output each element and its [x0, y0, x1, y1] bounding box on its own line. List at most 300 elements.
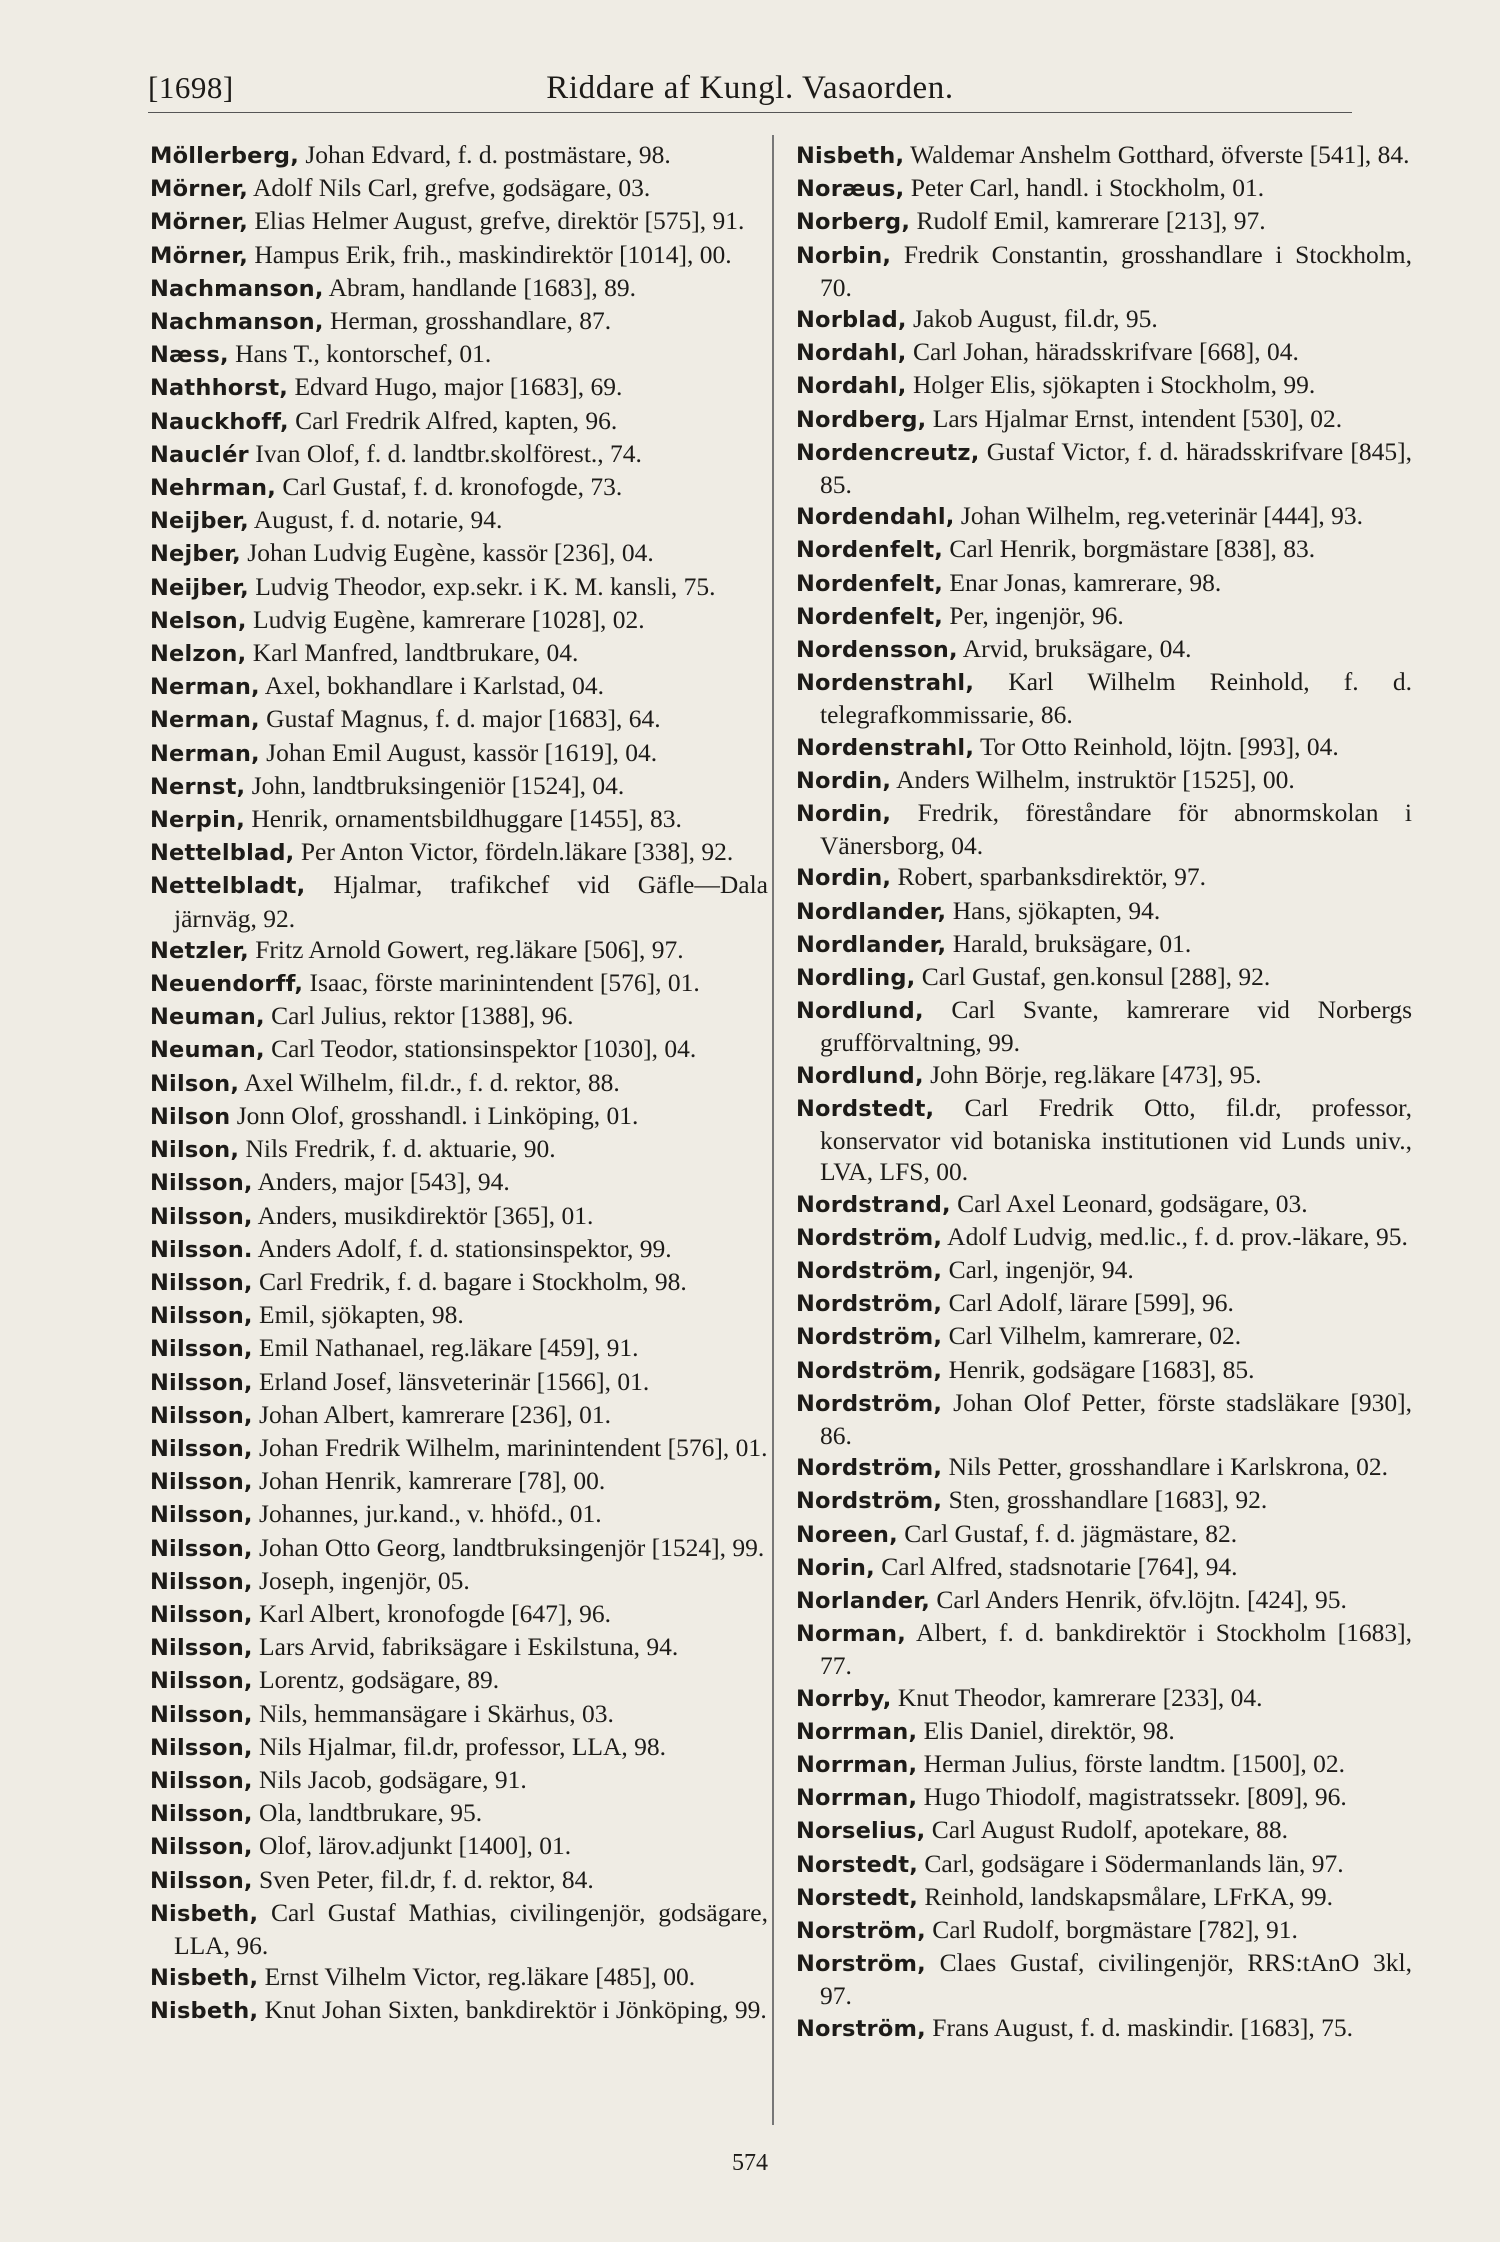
register-entry	[150, 1067, 768, 1100]
entry-details: Carl Fredrik, f. d. bagare i Stockholm, 98.	[259, 1266, 687, 1296]
entry-surname: Nerman,	[150, 740, 260, 767]
entry-surname: Nettelblad,	[150, 840, 295, 867]
entry-details: Johan Wilhelm, reg.veterinär [444], 93.	[960, 501, 1364, 531]
entry-details: Hans T., kontorschef, 01.	[235, 339, 492, 369]
register-entry	[150, 571, 768, 604]
entry-details: Johan Emil August, kassör [1619], 04.	[266, 737, 658, 767]
entry-surname: Neijber,	[150, 574, 249, 601]
entry-surname: Norstedt,	[796, 1851, 919, 1878]
register-entry	[150, 1100, 768, 1133]
entry-surname: Nilsson,	[150, 1568, 253, 1595]
register-entry	[796, 600, 1412, 633]
entry-details: Reinhold, landskapsmålare, LFrKA, 99.	[924, 1881, 1334, 1911]
register-entry	[150, 1299, 768, 1332]
entry-details: Henrik, godsägare [1683], 85.	[948, 1354, 1255, 1384]
entry-details: Axel Wilhelm, fil.dr., f. d. rektor, 88.	[244, 1067, 620, 1097]
page-number: 574	[732, 2150, 768, 2176]
entry-details: Waldemar Anshelm Gotthard, öfverste [541], 84.	[910, 140, 1410, 169]
entry-details: Lars Hjalmar Ernst, intendent [530], 02.	[932, 403, 1343, 433]
register-entry	[796, 205, 1412, 238]
entry-details: Carl Gustaf, f. d. kronofogde, 73.	[282, 472, 623, 502]
entry-surname: Nilsson,	[150, 1435, 253, 1462]
entry-surname: Nordling,	[796, 965, 916, 992]
entry-surname: Nilsson,	[150, 1402, 253, 1429]
entry-details: Carl Teodor, stationsinspektor [1030], 04.	[271, 1034, 697, 1064]
register-entry	[150, 537, 768, 570]
entry-surname: Nordenfelt,	[796, 570, 944, 597]
right-column	[796, 139, 1412, 2124]
left-column	[150, 139, 768, 2124]
register-entry	[150, 1664, 768, 1697]
register-entry	[150, 1830, 768, 1863]
entry-details: Ernst Vilhelm Victor, reg.läkare [485], 00.	[264, 1962, 696, 1992]
register-entry	[796, 567, 1412, 600]
entry-details: Fredrik, föreståndare för abnormskolan i Vänersborg, 04.	[820, 798, 1412, 861]
entry-surname: Nilsson,	[150, 1203, 253, 1230]
entry-details: Enar Jonas, kamrerare, 98.	[949, 567, 1222, 597]
register-entry	[150, 139, 768, 172]
register-entry	[150, 272, 768, 305]
register-entry	[150, 1200, 768, 1233]
entry-details: John Börje, reg.läkare [473], 95.	[930, 1059, 1262, 1089]
entry-surname: Nauckhoff,	[150, 408, 289, 435]
entry-details: Carl Svante, kamrerare vid Norbergs grufförvaltning, 99.	[820, 995, 1412, 1058]
register-entry	[796, 1387, 1412, 1451]
entry-details: Holger Elis, sjökapten i Stockholm, 99.	[912, 370, 1316, 400]
entry-surname: Nisbeth,	[150, 1998, 259, 2025]
entry-details: Claes Gustaf, civilingenjör, RRS:tAnO 3kl, 97.	[820, 1948, 1412, 2011]
entry-surname: Nordström,	[796, 1390, 943, 1417]
entry-details: Carl Gustaf Mathias, civilingenjör, godsägare, LLA, 96.	[174, 1897, 768, 1960]
entry-surname: Neuman,	[150, 1037, 265, 1064]
entry-details: Isaac, förste marinintendent [576], 01.	[309, 968, 700, 998]
entry-details: Johan Otto Georg, landtbruksingenjör [1524], 99.	[259, 1532, 765, 1562]
entry-surname: Nordberg,	[796, 406, 927, 433]
entry-details: Carl, ingenjör, 94.	[948, 1254, 1134, 1284]
entry-details: Harald, bruksägare, 01.	[952, 928, 1192, 958]
register-entry	[150, 1432, 768, 1465]
entry-details: Sven Peter, fil.dr, f. d. rektor, 84.	[259, 1864, 594, 1894]
register-entry	[150, 1133, 768, 1166]
register-entry	[150, 703, 768, 736]
entry-surname: Nordahl,	[796, 340, 907, 367]
entry-details: Joseph, ingenjör, 05.	[259, 1565, 470, 1595]
entry-details: August, f. d. notarie, 94.	[253, 505, 503, 535]
entry-surname: Nettelbladt,	[150, 873, 306, 900]
entry-details: Gustaf Magnus, f. d. major [1683], 64.	[266, 704, 661, 734]
entry-surname: Nilsson,	[150, 1535, 253, 1562]
register-entry	[150, 1565, 768, 1598]
register-entry	[150, 1233, 768, 1266]
register-entry	[796, 764, 1412, 797]
entry-surname: Norin,	[796, 1554, 875, 1581]
entry-surname: Mörner,	[150, 176, 248, 203]
register-entry	[796, 336, 1412, 369]
register-entry	[150, 1797, 768, 1830]
register-entry	[796, 1484, 1412, 1517]
register-entry	[796, 403, 1412, 436]
register-entry	[796, 239, 1412, 303]
entry-details: Carl Johan, häradsskrifvare [668], 04.	[912, 337, 1299, 367]
entry-surname: Nilson,	[150, 1070, 240, 1097]
register-entry	[150, 770, 768, 803]
entry-details: Hampus Erik, frih., maskindirektör [1014], 00.	[254, 239, 732, 269]
register-entry	[150, 1033, 768, 1066]
entry-details: Erland Josef, länsveterinär [1566], 01.	[259, 1366, 650, 1396]
entry-details: Arvid, bruksägare, 04.	[962, 634, 1192, 664]
register-entry	[150, 1465, 768, 1498]
entry-details: Ludvig Theodor, exp.sekr. i K. M. kansli, 75.	[255, 571, 716, 601]
entry-surname: Nelson,	[150, 607, 247, 634]
entry-details: Hans, sjökapten, 94.	[952, 895, 1161, 925]
register-entry	[150, 737, 768, 770]
entry-surname: Norrman,	[796, 1785, 918, 1812]
entry-surname: Neuman,	[150, 1004, 265, 1031]
entry-surname: Nilsson,	[150, 1734, 253, 1761]
entry-details: Ola, landtbrukare, 95.	[259, 1798, 483, 1828]
register-entry	[150, 1631, 768, 1664]
entry-details: Carl Julius, rektor [1388], 96.	[271, 1001, 574, 1031]
entry-details: Carl Axel Leonard, godsägare, 03.	[957, 1188, 1308, 1218]
entry-surname: Nisbeth,	[150, 1900, 259, 1927]
entry-details: Carl Henrik, borgmästare [838], 83.	[949, 534, 1316, 564]
entry-surname: Nerpin,	[150, 807, 245, 834]
entry-details: Elias Helmer August, grefve, direktör [575], 91.	[254, 206, 745, 236]
entry-details: Nils Petter, grosshandlare i Karlskrona, 02.	[948, 1452, 1389, 1482]
entry-details: Axel, bokhandlare i Karlstad, 04.	[264, 671, 604, 701]
entry-details: Emil, sjökapten, 98.	[259, 1300, 464, 1330]
entry-details: Johan Henrik, kamrerare [78], 00.	[259, 1466, 606, 1496]
entry-details: Henrik, ornamentsbildhuggare [1455], 83.	[251, 804, 682, 834]
page-header	[148, 62, 1352, 113]
entry-details: Elis Daniel, direktör, 98.	[923, 1715, 1175, 1745]
entry-surname: Norlander,	[796, 1587, 931, 1614]
entry-surname: Nordenfelt,	[796, 603, 944, 630]
entry-surname: Nordlund,	[796, 1062, 924, 1089]
entry-details: Carl Fredrik Alfred, kapten, 96.	[295, 405, 618, 435]
register-entry	[150, 1332, 768, 1365]
entry-details: Anders, musikdirektör [365], 01.	[257, 1200, 594, 1230]
register-entry	[150, 1764, 768, 1797]
entry-details: Ludvig Eugène, kamrerare [1028], 02.	[253, 604, 645, 634]
register-entry	[796, 1848, 1412, 1881]
entry-details: Adolf Nils Carl, grefve, godsägare, 03.	[252, 173, 651, 203]
entry-surname: Nilsson.	[150, 1236, 253, 1263]
entry-details: Frans August, f. d. maskindir. [1683], 75.	[932, 2012, 1354, 2042]
entry-details: Robert, sparbanksdirektör, 97.	[897, 862, 1206, 892]
entry-surname: Norrman,	[796, 1751, 918, 1778]
entry-surname: Nordin,	[796, 801, 892, 828]
register-entry	[150, 1698, 768, 1731]
entry-details: Johan Fredrik Wilhelm, marinintendent [576], 01.	[259, 1432, 768, 1462]
entry-surname: Nordstrand,	[796, 1191, 951, 1218]
entry-details: Karl Manfred, landtbrukare, 04.	[252, 638, 579, 668]
register-entry	[796, 436, 1412, 500]
entry-surname: Nilsson,	[150, 1369, 253, 1396]
entry-surname: Norrman,	[796, 1718, 918, 1745]
register-entry	[796, 994, 1412, 1058]
register-entry	[150, 637, 768, 670]
entry-surname: Nordin,	[796, 767, 892, 794]
entry-surname: Norström,	[796, 1917, 926, 1944]
entry-surname: Nordström,	[796, 1324, 943, 1351]
entry-surname: Nisbeth,	[796, 143, 905, 169]
entry-details: Knut Johan Sixten, bankdirektör i Jönköping, 99.	[264, 1995, 767, 2025]
entry-details: Carl Vilhelm, kamrerare, 02.	[948, 1321, 1242, 1351]
register-entry	[150, 1731, 768, 1764]
entry-surname: Nilsson,	[150, 1170, 253, 1197]
entry-details: Albert, f. d. bankdirektör i Stockholm [1683], 77.	[820, 1618, 1412, 1681]
register-entry	[150, 836, 768, 869]
entry-details: Lorentz, godsägare, 89.	[259, 1665, 500, 1695]
entry-surname: Nilsson,	[150, 1469, 253, 1496]
register-entry	[150, 405, 768, 438]
entry-details: Carl August Rudolf, apotekare, 88.	[931, 1815, 1289, 1845]
entry-details: Sten, grosshandlare [1683], 92.	[948, 1485, 1268, 1515]
entry-surname: Nordenstrahl,	[796, 734, 975, 761]
entry-surname: Nathhorst,	[150, 375, 289, 402]
entry-surname: Nordström,	[796, 1488, 943, 1515]
entry-details: Karl Wilhelm Reinhold, f. d. telegrafkommissarie, 86.	[820, 667, 1412, 730]
register-entry	[150, 338, 768, 371]
register-entry	[150, 305, 768, 338]
entry-details: Johannes, jur.kand., v. hhöfd., 01.	[259, 1499, 602, 1529]
entry-surname: Nilsson,	[150, 1601, 253, 1628]
entry-surname: Nilsson,	[150, 1269, 253, 1296]
entry-details: Hjalmar, trafikchef vid Gäfle—Dala järnväg, 92.	[174, 870, 768, 933]
entry-details: Per, ingenjör, 96.	[949, 600, 1124, 630]
register-entry	[150, 1166, 768, 1199]
entry-details: Herman, grosshandlare, 87.	[330, 306, 612, 336]
entry-surname: Nordencreutz,	[796, 439, 980, 466]
entry-surname: Nilsson,	[150, 1767, 253, 1794]
register-entry	[796, 1059, 1412, 1092]
register-entry	[150, 239, 768, 272]
entry-surname: Nordlander,	[796, 931, 947, 958]
entry-surname: Nordström,	[796, 1257, 943, 1284]
entry-details: Johan Olof Petter, förste stadsläkare [930], 86.	[820, 1387, 1412, 1450]
entry-details: Peter Carl, handl. i Stockholm, 01.	[910, 173, 1265, 203]
entry-surname: Norselius,	[796, 1818, 926, 1845]
register-entry	[796, 961, 1412, 994]
entry-details: Jakob August, fil.dr, 95.	[913, 304, 1158, 334]
entry-surname: Mörner,	[150, 209, 248, 236]
register-entry	[796, 633, 1412, 666]
entry-surname: Nilsson,	[150, 1834, 253, 1861]
entry-details: Hugo Thiodolf, magistratssekr. [809], 96.	[923, 1782, 1347, 1812]
entry-surname: Norström,	[796, 1951, 926, 1978]
register-entry	[150, 504, 768, 537]
entry-details: Carl Rudolf, borgmästare [782], 91.	[932, 1914, 1298, 1944]
entry-surname: Nilsson,	[150, 1303, 253, 1330]
entry-details: Nils Fredrik, f. d. aktuarie, 90.	[245, 1134, 556, 1164]
entry-details: Tor Otto Reinhold, löjtn. [993], 04.	[980, 731, 1339, 761]
entry-surname: Nordstedt,	[796, 1095, 935, 1122]
register-entry	[150, 172, 768, 205]
register-entry	[150, 1000, 768, 1033]
entry-details: Carl Gustaf, f. d. jägmästare, 82.	[904, 1518, 1238, 1548]
entry-details: Carl, godsägare i Södermanlands län, 97.	[924, 1848, 1344, 1878]
entry-surname: Noræus,	[796, 176, 905, 203]
register-entry	[796, 1354, 1412, 1387]
register-entry	[796, 797, 1412, 861]
register-entry	[796, 533, 1412, 566]
register-entry	[150, 438, 768, 471]
entry-details: Edvard Hugo, major [1683], 69.	[294, 372, 623, 402]
entry-details: Fredrik Constantin, grosshandlare i Stockholm, 70.	[820, 239, 1412, 302]
register-entry	[796, 731, 1412, 764]
entry-details: Herman Julius, förste landtm. [1500], 02.	[923, 1748, 1346, 1778]
entry-details: Carl Alfred, stadsnotarie [764], 94.	[881, 1551, 1238, 1581]
register-entry	[150, 670, 768, 703]
entry-details: Anders, major [543], 94.	[257, 1167, 510, 1197]
register-entry	[796, 1881, 1412, 1914]
entry-surname: Nachmanson,	[150, 309, 324, 336]
entry-details: Emil Nathanael, reg.läkare [459], 91.	[259, 1333, 639, 1363]
column-divider	[772, 135, 774, 2125]
register-entry	[150, 1897, 768, 1961]
register-entry	[150, 1864, 768, 1897]
register-entry	[150, 869, 768, 933]
entry-surname: Möllerberg,	[150, 143, 299, 169]
entry-surname: Nilsson,	[150, 1502, 253, 1529]
entry-surname: Norblad,	[796, 307, 907, 334]
register-entry	[796, 369, 1412, 402]
register-entry	[796, 1188, 1412, 1221]
register-entry	[796, 1617, 1412, 1681]
register-entry	[150, 1266, 768, 1299]
entry-surname: Norberg,	[796, 209, 911, 236]
entry-surname: Nordström,	[796, 1455, 943, 1482]
register-entry	[150, 934, 768, 967]
register-entry	[796, 1287, 1412, 1320]
register-entry	[150, 1366, 768, 1399]
entry-details: Lars Arvid, fabriksägare i Eskilstuna, 94.	[259, 1632, 679, 1662]
entry-surname: Mörner,	[150, 242, 248, 269]
entry-surname: Nordahl,	[796, 373, 907, 400]
entry-surname: Nauclér	[150, 441, 249, 468]
entry-details: Knut Theodor, kamrerare [233], 04.	[897, 1682, 1263, 1712]
register-entry	[150, 1532, 768, 1565]
entry-surname: Næss,	[150, 342, 229, 369]
entry-details: Nils, hemmansägare i Skärhus, 03.	[259, 1698, 614, 1728]
register-entry	[796, 1551, 1412, 1584]
entry-details: Anders Adolf, f. d. stationsinspektor, 99.	[257, 1233, 672, 1263]
entry-surname: Nordlander,	[796, 898, 947, 925]
entry-surname: Norbin,	[796, 242, 892, 269]
register-entry	[796, 1092, 1412, 1188]
entry-details: Jonn Olof, grosshandl. i Linköping, 01.	[236, 1100, 639, 1130]
register-entry	[796, 2012, 1412, 2045]
register-entry	[796, 1814, 1412, 1847]
entry-details: Carl Anders Henrik, öfv.löjtn. [424], 95.	[936, 1584, 1347, 1614]
register-entry	[796, 1682, 1412, 1715]
register-entry	[150, 1961, 768, 1994]
register-entry	[150, 1994, 768, 2027]
entry-surname: Nilsson,	[150, 1867, 253, 1894]
entry-surname: Nilsson,	[150, 1336, 253, 1363]
register-entry	[796, 1914, 1412, 1947]
register-entry	[796, 1221, 1412, 1254]
register-entry	[796, 1748, 1412, 1781]
entry-details: Ivan Olof, f. d. landtbr.skolförest., 74.	[255, 438, 642, 468]
register-entry	[796, 1254, 1412, 1287]
entry-surname: Nordin,	[796, 865, 892, 892]
entry-details: Carl Fredrik Otto, fil.dr, professor, konservator vid botaniska institutionen vid Lunds univ., LVA, LFS, 00.	[820, 1092, 1412, 1187]
register-entry	[796, 1781, 1412, 1814]
register-entry	[796, 1584, 1412, 1617]
entry-details: Fritz Arnold Gowert, reg.läkare [506], 97.	[255, 934, 684, 964]
entry-surname: Nordenstrahl,	[796, 670, 975, 697]
entry-surname: Norström,	[796, 2015, 926, 2042]
entry-surname: Neijber,	[150, 508, 249, 535]
entry-surname: Nachmanson,	[150, 275, 324, 302]
register-entry	[796, 1451, 1412, 1484]
entry-details: Anders Wilhelm, instruktör [1525], 00.	[896, 764, 1295, 794]
entry-surname: Norrby,	[796, 1685, 892, 1712]
register-entry	[150, 371, 768, 404]
entry-surname: Nordenfelt,	[796, 537, 944, 564]
entry-details: Johan Albert, kamrerare [236], 01.	[259, 1399, 611, 1429]
entry-surname: Nordendahl,	[796, 504, 955, 531]
entry-surname: Nordström,	[796, 1357, 943, 1384]
entry-details: Carl Adolf, lärare [599], 96.	[948, 1288, 1234, 1318]
entry-details: Gustaf Victor, f. d. häradsskrifvare [845], 85.	[820, 436, 1412, 500]
register-entry	[150, 967, 768, 1000]
register-entry	[796, 172, 1412, 205]
register-entry	[150, 205, 768, 238]
entry-surname: Nilsson,	[150, 1668, 253, 1695]
running-title: Riddare af Kungl. Vasaorden.	[546, 70, 954, 106]
entry-surname: Nordström,	[796, 1291, 943, 1318]
entry-details: Johan Ludvig Eugène, kassör [236], 04.	[247, 538, 654, 568]
entry-surname: Nejber,	[150, 541, 241, 568]
register-entry	[796, 1518, 1412, 1551]
entry-surname: Norman,	[796, 1621, 906, 1648]
register-entry	[796, 1715, 1412, 1748]
entry-surname: Nilson	[150, 1103, 231, 1130]
register-entry	[796, 895, 1412, 928]
entry-surname: Nernst,	[150, 773, 246, 800]
entry-details: Johan Edvard, f. d. postmästare, 98.	[305, 140, 671, 169]
entry-details: Rudolf Emil, kamrerare [213], 97.	[916, 206, 1266, 236]
entry-surname: Nehrman,	[150, 475, 276, 502]
entry-details: Nils Hjalmar, fil.dr, professor, LLA, 98.	[259, 1731, 667, 1761]
entry-surname: Nordström,	[796, 1224, 943, 1251]
entry-details: Per Anton Victor, fördeln.läkare [338], 92.	[300, 837, 734, 867]
entry-surname: Nerman,	[150, 707, 260, 734]
entry-surname: Noreen,	[796, 1521, 898, 1548]
register-entry	[150, 803, 768, 836]
entry-surname: Nisbeth,	[150, 1965, 259, 1992]
register-entry	[796, 928, 1412, 961]
page-reference: [1698]	[148, 70, 234, 105]
register-entry	[796, 1947, 1412, 2011]
register-entry	[796, 1320, 1412, 1353]
entry-surname: Neuendorff,	[150, 971, 304, 998]
entry-surname: Nordlund,	[796, 998, 924, 1025]
register-entry	[796, 861, 1412, 894]
register-entry	[796, 666, 1412, 730]
entry-surname: Nilsson,	[150, 1801, 253, 1828]
register-entry	[150, 1399, 768, 1432]
entry-details: Carl Gustaf, gen.konsul [288], 92.	[921, 962, 1271, 992]
entry-details: Nils Jacob, godsägare, 91.	[259, 1764, 527, 1794]
register-entry	[796, 500, 1412, 533]
register-entry	[150, 1598, 768, 1631]
entry-details: Olof, lärov.adjunkt [1400], 01.	[259, 1831, 572, 1861]
register-entry	[796, 303, 1412, 336]
